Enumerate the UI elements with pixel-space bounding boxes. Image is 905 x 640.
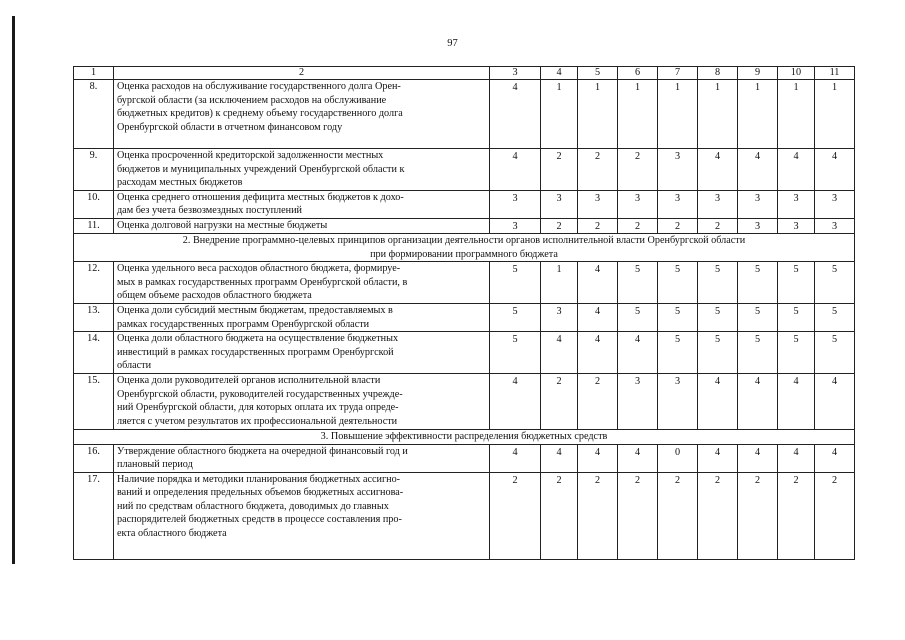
score-col-3: 2 (490, 472, 541, 559)
description-line: дам без учета безвозмездных поступлений (117, 205, 302, 216)
row-number: 15. (74, 374, 114, 430)
header-cell-10: 10 (778, 67, 815, 80)
score-col-10: 2 (778, 472, 815, 559)
table-row (74, 262, 855, 304)
score-col-4: 3 (541, 304, 578, 332)
row-number: 14. (74, 332, 114, 374)
score-col-4: 4 (541, 444, 578, 472)
score-col-4: 2 (541, 218, 578, 234)
score-col-10: 4 (778, 149, 815, 191)
header-cell-1: 1 (74, 67, 114, 80)
table-header-row (74, 67, 855, 80)
score-col-7: 5 (658, 304, 698, 332)
row-number: 16. (74, 444, 114, 472)
page-number: 97 (447, 38, 458, 49)
header-cell-11: 11 (815, 67, 855, 80)
row-description (114, 332, 490, 374)
row-number: 9. (74, 149, 114, 191)
table-row (74, 190, 855, 218)
score-col-8: 2 (698, 472, 738, 559)
description-line: мых в рамках государственных программ Оренбургской области, в (117, 276, 408, 288)
description-line: бюджетов и муниципальных учреждений Оренбургской области к (117, 163, 405, 175)
header-cell-9: 9 (738, 67, 778, 80)
row-description (114, 218, 490, 234)
description-line: екта областного бюджета (117, 527, 227, 539)
row-number: 11. (74, 218, 114, 234)
score-col-9: 4 (738, 149, 778, 191)
description-line: Наличие порядка и методики планирования бюджетных ассигно- (117, 473, 401, 485)
score-col-10: 4 (778, 374, 815, 430)
row-number: 10. (74, 190, 114, 218)
header-cell-8: 8 (698, 67, 738, 80)
description-line: ний по средствам областного бюджета, доводимых до главных (117, 500, 389, 512)
score-col-7: 3 (658, 190, 698, 218)
score-col-9: 3 (738, 190, 778, 218)
section-title-line: при формировании программного бюджета (370, 248, 558, 260)
description-line: плановый период (117, 459, 193, 470)
description-line: Оценка удельного веса расходов областного бюджета, формируе- (117, 263, 401, 274)
score-col-6: 4 (618, 332, 658, 374)
score-col-7: 2 (658, 218, 698, 234)
score-col-8: 3 (698, 190, 738, 218)
score-col-5: 2 (578, 149, 618, 191)
score-col-6: 2 (618, 149, 658, 191)
score-col-5: 1 (578, 80, 618, 149)
score-col-8: 4 (698, 149, 738, 191)
score-col-10: 5 (778, 304, 815, 332)
score-col-11: 5 (815, 304, 855, 332)
score-col-7: 1 (658, 80, 698, 149)
score-col-8: 5 (698, 332, 738, 374)
score-col-11: 1 (815, 80, 855, 149)
description-line: общем объеме расходов областного бюджета (117, 290, 312, 301)
score-col-4: 2 (541, 374, 578, 430)
score-col-8: 1 (698, 80, 738, 149)
score-col-3: 3 (490, 218, 541, 234)
description-line: ляется с учетом результатов их профессиональной деятельности (117, 415, 398, 427)
score-col-4: 2 (541, 149, 578, 191)
score-col-5: 2 (578, 472, 618, 559)
score-col-3: 5 (490, 332, 541, 374)
description-line: Оренбургской области в отчетном финансовом году (117, 121, 343, 133)
row-description (114, 374, 490, 430)
score-col-6: 3 (618, 190, 658, 218)
table-row (74, 472, 855, 559)
score-col-5: 4 (578, 262, 618, 304)
score-col-9: 4 (738, 444, 778, 472)
description-line: ваний и определения предельных объемов бюджетных ассигнова- (117, 487, 404, 498)
score-col-11: 5 (815, 332, 855, 374)
description-line: бургской области (за исключением расходов на обслуживание (117, 94, 387, 106)
score-col-3: 5 (490, 262, 541, 304)
row-description (114, 80, 490, 149)
score-col-5: 2 (578, 374, 618, 430)
score-col-11: 5 (815, 262, 855, 304)
score-col-3: 4 (490, 149, 541, 191)
row-description (114, 149, 490, 191)
score-col-3: 4 (490, 80, 541, 149)
table-row (74, 304, 855, 332)
description-line: Оценка доли областного бюджета на осуществление бюджетных (117, 333, 399, 344)
score-col-8: 5 (698, 262, 738, 304)
score-col-6: 1 (618, 80, 658, 149)
section-title (74, 430, 855, 445)
table-row (74, 149, 855, 191)
row-description (114, 444, 490, 472)
score-col-5: 4 (578, 444, 618, 472)
score-col-9: 5 (738, 262, 778, 304)
description-line: ний Оренбургской области, для которых оплата их труда опреде- (117, 402, 399, 413)
table-row (74, 374, 855, 430)
score-col-6: 3 (618, 374, 658, 430)
table-row (74, 218, 855, 234)
score-col-4: 1 (541, 262, 578, 304)
score-col-5: 3 (578, 190, 618, 218)
score-col-7: 5 (658, 262, 698, 304)
score-col-5: 4 (578, 332, 618, 374)
description-line: Оценка расходов на обслуживание государственного долга Орен- (117, 81, 401, 92)
score-col-10: 3 (778, 190, 815, 218)
header-cell-6: 6 (618, 67, 658, 80)
row-number: 17. (74, 472, 114, 559)
score-col-10: 4 (778, 444, 815, 472)
score-col-3: 4 (490, 444, 541, 472)
description-line: Оценка доли субсидий местным бюджетам, предоставляемых в (117, 305, 393, 316)
score-col-7: 5 (658, 332, 698, 374)
score-col-5: 2 (578, 218, 618, 234)
row-description (114, 190, 490, 218)
score-col-10: 5 (778, 262, 815, 304)
score-col-11: 4 (815, 149, 855, 191)
score-col-6: 2 (618, 218, 658, 234)
score-col-11: 4 (815, 374, 855, 430)
score-col-9: 2 (738, 472, 778, 559)
section-row (74, 430, 855, 445)
score-col-8: 2 (698, 218, 738, 234)
header-cell-3: 3 (490, 67, 541, 80)
score-col-7: 2 (658, 472, 698, 559)
description-line: Оценка долговой нагрузки на местные бюджеты (117, 219, 328, 231)
description-line: Оренбургской области, руководителей государственных учрежде- (117, 388, 403, 400)
score-col-6: 5 (618, 262, 658, 304)
rating-table (73, 66, 855, 560)
score-col-9: 3 (738, 218, 778, 234)
score-col-3: 5 (490, 304, 541, 332)
score-col-4: 4 (541, 332, 578, 374)
score-col-7: 3 (658, 149, 698, 191)
row-description (114, 472, 490, 559)
score-col-10: 1 (778, 80, 815, 149)
description-line: бюджетных кредитов) к среднему объему государственного долга (117, 108, 403, 119)
description-line: Утверждение областного бюджета на очередной финансовый год и (117, 445, 408, 457)
score-col-7: 0 (658, 444, 698, 472)
score-col-10: 5 (778, 332, 815, 374)
scan-edge-bar (12, 16, 15, 564)
table-row (74, 80, 855, 149)
score-col-4: 3 (541, 190, 578, 218)
score-col-3: 3 (490, 190, 541, 218)
score-col-6: 2 (618, 472, 658, 559)
score-col-7: 3 (658, 374, 698, 430)
score-col-8: 5 (698, 304, 738, 332)
header-cell-4: 4 (541, 67, 578, 80)
score-col-4: 2 (541, 472, 578, 559)
row-description (114, 262, 490, 304)
score-col-11: 4 (815, 444, 855, 472)
table-row (74, 444, 855, 472)
score-col-9: 5 (738, 304, 778, 332)
description-line: области (117, 360, 152, 371)
header-cell-5: 5 (578, 67, 618, 80)
row-number: 8. (74, 80, 114, 149)
score-col-6: 5 (618, 304, 658, 332)
description-line: расходам местных бюджетов (117, 177, 243, 188)
row-number: 13. (74, 304, 114, 332)
section-title (74, 234, 855, 262)
score-col-11: 3 (815, 218, 855, 234)
score-col-5: 4 (578, 304, 618, 332)
header-cell-7: 7 (658, 67, 698, 80)
description-line: Оценка просроченной кредиторской задолженности местных (117, 150, 384, 161)
section-row (74, 234, 855, 262)
score-col-11: 2 (815, 472, 855, 559)
score-col-9: 1 (738, 80, 778, 149)
score-col-10: 3 (778, 218, 815, 234)
description-line: Оценка доли руководителей органов исполнительной власти (117, 375, 381, 386)
score-col-9: 4 (738, 374, 778, 430)
description-line: инвестиций в рамках государственных программ Оренбургской (117, 346, 394, 358)
section-title-line: 2. Внедрение программно-целевых принципов организации деятельности органов исполнительной власти Оренбургской области (182, 235, 746, 246)
table-row (74, 332, 855, 374)
score-col-6: 4 (618, 444, 658, 472)
row-description (114, 304, 490, 332)
description-line: рамках государственных программ Оренбургской области (117, 318, 370, 330)
score-col-11: 3 (815, 190, 855, 218)
description-line: распорядителей бюджетных средств в процессе составления про- (117, 514, 402, 525)
score-col-4: 1 (541, 80, 578, 149)
score-col-8: 4 (698, 374, 738, 430)
section-title-line: 3. Повышение эффективности распределения бюджетных средств (320, 431, 608, 442)
description-line: Оценка среднего отношения дефицита местных бюджетов к дохо- (117, 191, 404, 203)
score-col-8: 4 (698, 444, 738, 472)
score-col-9: 5 (738, 332, 778, 374)
header-cell-2: 2 (114, 67, 490, 80)
row-number: 12. (74, 262, 114, 304)
score-col-3: 4 (490, 374, 541, 430)
